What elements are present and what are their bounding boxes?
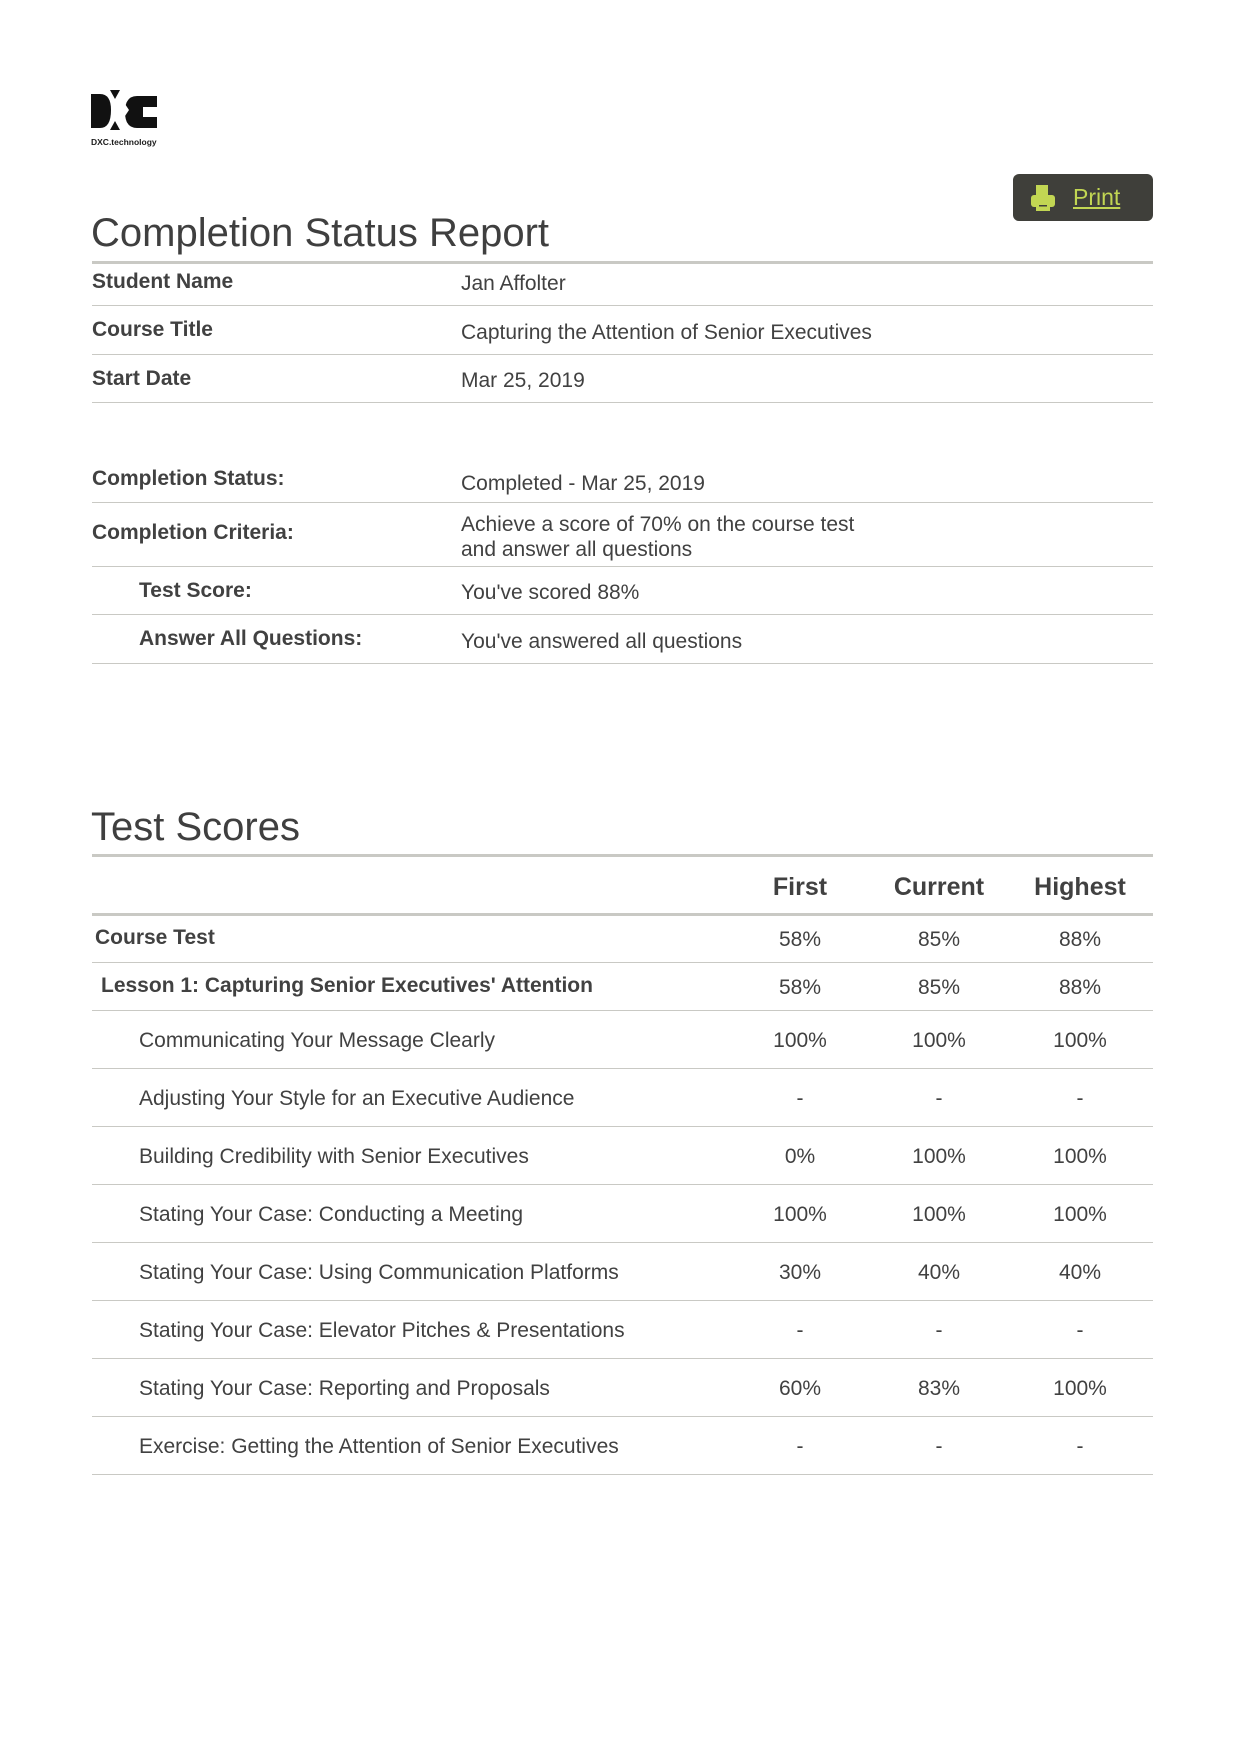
row-divider	[92, 502, 1153, 503]
table-row-name: Course Test	[95, 926, 215, 949]
score-highest: 100%	[1053, 1203, 1107, 1226]
column-header-highest: Highest	[1034, 873, 1126, 901]
criteria-line-1: Achieve a score of 70% on the course test	[461, 513, 855, 536]
score-first: 100%	[773, 1029, 827, 1052]
row-divider	[92, 1358, 1153, 1359]
table-row-name: Adjusting Your Style for an Executive Audience	[139, 1087, 575, 1110]
score-current: 83%	[917, 1377, 961, 1400]
row-divider	[92, 566, 1153, 567]
row-divider	[92, 1184, 1153, 1185]
table-row-name: Building Credibility with Senior Executives	[139, 1145, 529, 1168]
score-first: 0%	[784, 1145, 816, 1168]
score-current: 85%	[917, 976, 961, 999]
row-divider	[92, 305, 1153, 306]
test-scores-rule	[92, 854, 1153, 857]
table-row-name: Exercise: Getting the Attention of Senior Executives	[139, 1435, 619, 1458]
company-logo	[91, 90, 161, 147]
course-title-label: Course Title	[92, 318, 213, 341]
test-score-value: You've scored 88%	[461, 581, 640, 604]
score-highest: 88%	[1058, 928, 1102, 951]
start-date-value: Mar 25, 2019	[461, 369, 585, 392]
answer-all-questions-value: You've answered all questions	[461, 630, 743, 653]
printer-icon	[1031, 185, 1055, 211]
print-button[interactable]	[1013, 174, 1153, 221]
score-first: -	[796, 1319, 804, 1342]
score-first: 30%	[778, 1261, 822, 1284]
score-current: 40%	[917, 1261, 961, 1284]
row-divider	[92, 663, 1153, 664]
row-divider	[92, 354, 1153, 355]
answer-all-questions-label: Answer All Questions:	[139, 627, 363, 650]
column-header-current: Current	[893, 873, 985, 901]
table-row-name: Communicating Your Message Clearly	[139, 1029, 496, 1052]
completion-criteria-label: Completion Criteria:	[92, 521, 294, 544]
score-current: 85%	[917, 928, 961, 951]
completion-criteria-value	[461, 512, 854, 562]
test-score-label: Test Score:	[139, 579, 252, 602]
score-highest: 100%	[1053, 1377, 1107, 1400]
score-first: -	[796, 1435, 804, 1458]
table-row-name: Stating Your Case: Conducting a Meeting	[139, 1203, 524, 1226]
row-divider	[92, 1242, 1153, 1243]
score-highest: 88%	[1058, 976, 1102, 999]
row-divider	[92, 1126, 1153, 1127]
student-name-label: Student Name	[92, 270, 234, 293]
score-current: -	[935, 1087, 943, 1110]
row-divider	[92, 1068, 1153, 1069]
score-current: 100%	[912, 1029, 966, 1052]
score-highest: 40%	[1058, 1261, 1102, 1284]
table-row-name: Stating Your Case: Reporting and Proposals	[139, 1377, 550, 1400]
logo-text: DXC.technology	[91, 137, 157, 147]
course-title-value: Capturing the Attention of Senior Executives	[461, 321, 872, 344]
completion-status-label: Completion Status:	[92, 467, 285, 490]
table-row-name: Stating Your Case: Elevator Pitches & Presentations	[139, 1319, 625, 1342]
score-first: 58%	[778, 928, 822, 951]
score-current: 100%	[912, 1145, 966, 1168]
score-first: 60%	[778, 1377, 822, 1400]
criteria-line-2: and answer all questions	[461, 538, 693, 561]
score-highest: 100%	[1053, 1029, 1107, 1052]
dxc-logo-mark	[91, 90, 157, 134]
row-divider	[92, 1416, 1153, 1417]
test-scores-title: Test Scores	[91, 805, 300, 849]
score-highest: -	[1076, 1087, 1084, 1110]
score-current: -	[935, 1319, 943, 1342]
table-row-name: Lesson 1: Capturing Senior Executives' Attention	[101, 974, 593, 997]
page-title: Completion Status Report	[91, 211, 550, 255]
row-divider	[92, 1010, 1153, 1011]
score-current: -	[935, 1435, 943, 1458]
row-divider	[92, 614, 1153, 615]
row-divider	[92, 962, 1153, 963]
header-rule	[92, 913, 1153, 916]
score-first: -	[796, 1087, 804, 1110]
score-current: 100%	[912, 1203, 966, 1226]
score-highest: -	[1076, 1319, 1084, 1342]
score-highest: -	[1076, 1435, 1084, 1458]
score-first: 100%	[773, 1203, 827, 1226]
score-first: 58%	[778, 976, 822, 999]
row-divider	[92, 1474, 1153, 1475]
student-name-value: Jan Affolter	[461, 272, 566, 295]
row-divider	[92, 1300, 1153, 1301]
table-row-name: Stating Your Case: Using Communication Platforms	[139, 1261, 619, 1284]
score-highest: 100%	[1053, 1145, 1107, 1168]
column-header-first: First	[772, 873, 828, 901]
completion-status-value: Completed - Mar 25, 2019	[461, 472, 705, 495]
print-link[interactable]: Print	[1073, 184, 1121, 210]
row-divider	[92, 402, 1153, 403]
start-date-label: Start Date	[92, 367, 192, 390]
title-rule	[92, 261, 1153, 264]
